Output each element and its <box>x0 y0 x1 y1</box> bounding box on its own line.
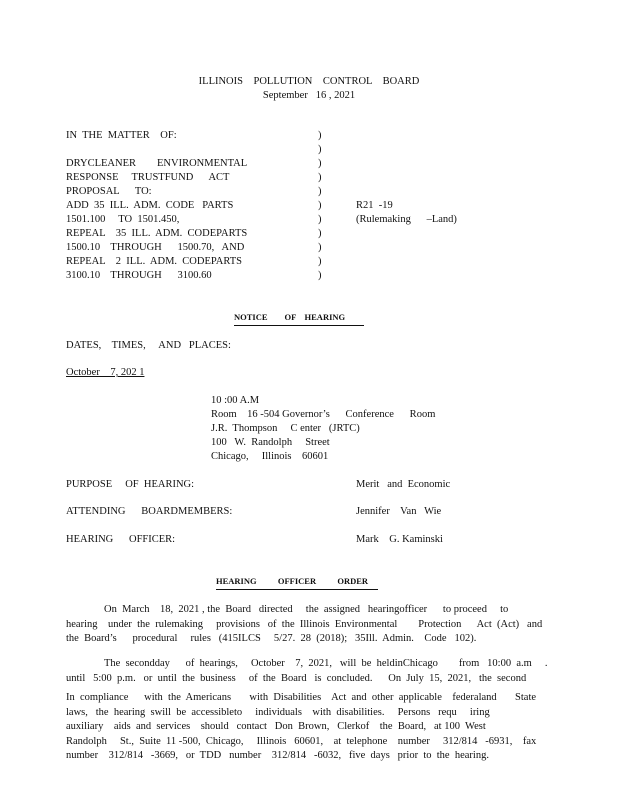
caption-separator: ) <box>318 144 322 155</box>
paragraph-line: number 312/814 -3669, or TDD number 312/814 -6032, five days prior to the hearing. <box>66 750 489 761</box>
caption-line: IN THE MATTER OF: <box>66 130 177 141</box>
caption-separator: ) <box>318 270 322 281</box>
caption-line <box>66 145 247 159</box>
purpose-value: Merit and Economic <box>356 479 451 490</box>
caption-separator: ) <box>318 130 322 141</box>
paragraph-2 <box>66 657 548 686</box>
caption-separator: ) <box>318 256 322 267</box>
paragraph-line: hearing under the rulemaking provisions of the Illinois Environmental Protection Act (Act) and <box>66 618 543 630</box>
paragraph-line: laws, the hearing swill be accessibleto individuals with disabilities. Persons requ iring <box>66 706 490 718</box>
attending-value: Jennifer Van Wie <box>356 506 442 517</box>
purpose-label: PURPOSE OF HEARING: <box>66 479 195 490</box>
caption-separator: ) <box>318 242 322 253</box>
paragraph-line: On March 18, 2021 , the Board directed the assigned hearingofficer to proceed to <box>104 604 509 615</box>
hearing-time: 10 :00 A.M <box>211 395 260 406</box>
paragraph-line: The secondday of hearings, October 7, 2021, will be heldinChicago from 10:00 a.m . <box>104 658 548 669</box>
officer-value: Mark G. Kaminski <box>356 534 443 545</box>
dates-heading: DATES, TIMES, AND PLACES: <box>66 340 231 351</box>
hearing-city: Chicago, Illinois 60601 <box>211 451 329 462</box>
caption-separator: ) <box>318 214 322 225</box>
caption-separator: ) <box>318 186 322 197</box>
docket-number: R21 -19 <box>356 200 393 211</box>
paragraph-line: Randolph St., Suite 11 -500, Chicago, Illinois 60601, at telephone number 312/814 -6931, fax <box>66 735 537 747</box>
order-title: HEARING OFFICER ORDER <box>216 576 369 586</box>
hearing-street: 100 W. Randolph Street <box>211 437 330 448</box>
caption-block <box>66 131 247 285</box>
caption-line: 1501.100 TO 1501.450, <box>66 214 180 225</box>
caption-left <box>66 131 247 285</box>
caption-separator: ) <box>318 200 322 211</box>
caption-separator: ) <box>318 228 322 239</box>
document-date: September 16 , 2021 <box>262 90 356 101</box>
paragraph-3 <box>66 691 536 764</box>
caption-line: 1500.10 THROUGH 1500.70, AND <box>66 242 245 253</box>
caption-line: DRYCLEANER ENVIRONMENTAL <box>66 158 248 169</box>
caption-line: RESPONSE TRUSTFUND ACT <box>66 172 230 183</box>
location-block <box>211 396 435 466</box>
caption-line: REPEAL 2 ILL. ADM. CODEPARTS <box>66 256 242 267</box>
caption-separator: ) <box>318 172 322 183</box>
caption-separators <box>318 131 322 285</box>
agency-title: ILLINOIS POLLUTION CONTROL BOARD <box>198 76 420 87</box>
notice-title: NOTICE OF HEARING <box>234 312 346 322</box>
hearing-room: Room 16 -504 Governor’s Conference Room <box>211 409 436 420</box>
paragraph-1 <box>66 603 542 647</box>
caption-line: REPEAL 35 ILL. ADM. CODEPARTS <box>66 228 248 239</box>
attending-label: ATTENDING BOARDMEMBERS: <box>66 506 233 517</box>
paragraph-line: auxiliary aids and services should contact Don Brown, Clerkof the Board, at 100 West <box>66 721 486 732</box>
caption-line: ADD 35 ILL. ADM. CODE PARTS <box>66 200 234 211</box>
docket-type: (Rulemaking –Land) <box>356 214 457 225</box>
paragraph-line: In compliance with the Americans with Disabilities Act and other applicable federaland State <box>66 692 537 703</box>
caption-line: 3100.10 THROUGH 3100.60 <box>66 270 212 281</box>
caption-separator: ) <box>318 158 322 169</box>
hearing-building: J.R. Thompson C enter (JRTC) <box>211 423 360 434</box>
paragraph-line: until 5:00 p.m. or until the business of the Board is concluded. On July 15, 2021, the second <box>66 672 527 684</box>
officer-label: HEARING OFFICER: <box>66 534 176 545</box>
caption-line: PROPOSAL TO: <box>66 186 152 197</box>
hearing-date: October 7, 202 1 <box>66 367 145 378</box>
paragraph-line: the Board’s procedural rules (415ILCS 5/27. 28 (2018); 35Ill. Admin. Code 102). <box>66 633 477 644</box>
